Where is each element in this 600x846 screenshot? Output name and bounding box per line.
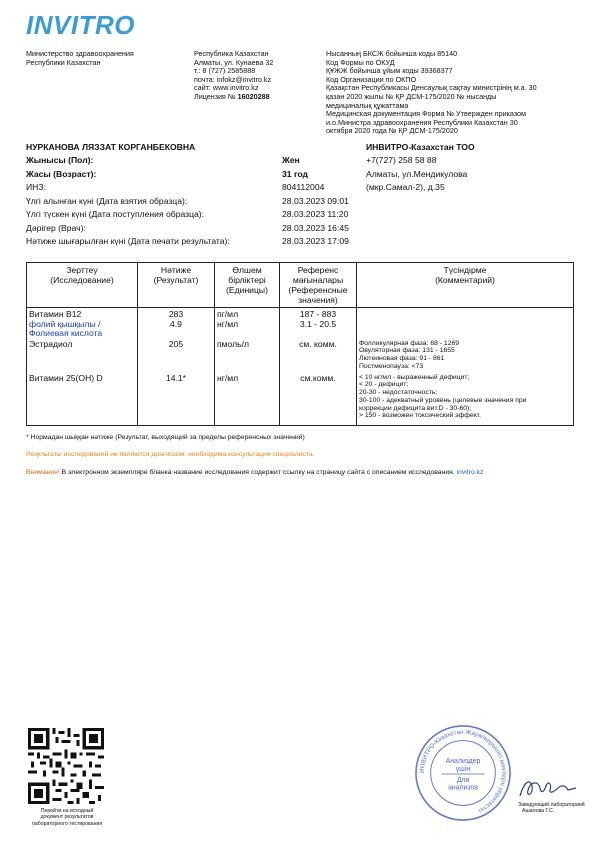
col-header-test: Зерттеу (Исследование) [27,263,138,308]
footnote: * Нормадан шыққан нәтиже (Результат, выходящий за пределы референсных значений) [26,434,305,441]
patient-field-print-date: Нәтиже шығарылған күні (Дата печати результата): 28.03.2023 17:09 [26,236,349,246]
signature-caption: Заведующий лабораторией Ашалова Г.С. [518,802,585,815]
patient-field-age: Жасы (Возраст): 31 год [26,169,309,179]
qr-code[interactable] [28,728,104,804]
signature [516,774,580,802]
col-header-result: Нәтиже (Результат) [138,263,215,308]
patient-field-sample-date: Үлгі алынған күні (Дата взятия образца): 28.03.2023 09:01 [26,196,349,206]
patient-field-receipt-date: Үлгі түскен күні (Дата поступления образца): 28.03.2023 11:20 [26,209,349,219]
invitro-link[interactable]: invitro.kz [456,469,484,476]
org-address-block: Республика Казахстан Алматы, ул. Кунаева 32 т.: 8 (727) 2585888 почта: infokz@invitro.kz сайт: www.invitro.kz Лицензия № 16020288 [194,50,314,102]
table-row: Витамин B12 283 пг/мл 187 - 883 [27,308,574,320]
svg-text:анализов: анализов [448,784,478,792]
invitro-logo: INVITRO [26,10,135,40]
attention-note: Внимание! В электронном экземпляре бланка название исследования содержит ссылку на страницу сайта с описанием исследования. invitro.kz [26,469,484,476]
estradiol-comment: Фолликулярная фаза: 68 - 1269 Овуляторная фаза: 131 - 1655 Лютеиновая фаза: 91 - 861 Постменопауза: <73 [357,340,574,374]
form-codes-block: Нысанның БКСЖ бойынша коды 85140 Код Формы по ОКУД ҚҰЖЖ бойынша ұйым коды 39368377 Код Организации по ОКПО Қазақстан Республикасы Денсаулық сақтау министрінің м.а. 30 қазан 2020 жылы № ҚР ДСМ-175/2020 № нысанды медициналық құжаттама Медицинская документация Форма № Утвержден приказом и.о.Министра здравоохранения Республики Казахстан 30 октября 2020 года № ҚР ДСМ-175/2020 [326,49,537,136]
svg-text:Для: Для [456,776,470,784]
table-row: Эстрадиол 205 пмоль/л см. комм. Фолликулярная фаза: 68 - 1269 Овуляторная фаза: 131 - 1655 Лютеиновая фаза: 91 - 861 Постменопауза: <73 [27,340,574,374]
patient-field-doctor: Дәрігер (Врач): 28.03.2023 16:45 [26,223,349,233]
patient-field-inz: ИНЗ: 804112004 [26,182,325,192]
table-header-row [27,263,574,308]
lab-info: ИНВИТРО-Казахстан ТОО +7(727) 258 58 88 Алматы, ул.Мендикулова (мкр.Самал-2), д.35 [366,142,475,193]
table-row: Витамин 25(OH) D 14.1* нг/мл см.комм. < 10 нг/мл - выраженный дефицит; < 20 - дефицит; 20-30 - недостаточность; 30-100 - адекватный уровень (целевые значения при коррекции дефицита вит.D - 30-60); > 150 - возможен токсический эффект. [27,374,574,426]
results-table [26,262,574,426]
svg-text:үшін: үшін [455,766,471,774]
license-line: Лицензия № 16020288 [194,91,270,101]
col-header-reference: Референс мағыналары (Референсные значения) [280,263,357,308]
col-header-comment: Түсіндірме (Комментарий) [357,263,574,308]
table-row: фолий қышқылы / Фолиевая кислота 4.9 нг/мл 3.1 - 20.5 [27,320,574,340]
patient-name: НУРКАНОВА ЛЯЗЗАТ КОРГАНБЕКОВНА [26,142,196,152]
disclaimer: Результаты исследований не являются диагнозом, необходима консультация специалиста. [26,451,315,458]
ministry-block: Министерство здравоохранения Республики Казахстан [26,49,134,67]
qr-caption: Перейти на исходный документ результатов лабораторного тестирования [31,808,103,827]
patient-field-sex: Жынысы (Пол): Жен [26,155,300,165]
lab-stamp [414,724,512,822]
vitamin-d-comment: < 10 нг/мл - выраженный дефицит; < 20 - дефицит; 20-30 - недостаточность; 30-100 - адекватный уровень (целевые значения при коррекции дефицита вит.D - 30-60); > 150 - возможен токсический эффект. [357,374,574,426]
svg-text:Анализдер: Анализдер [445,758,481,766]
svg-text:ИНВИТРО-Казахстан Жауапкершілі: ИНВИТРО-Казахстан Жауапкершілігі шектеулі серіктестігі [418,728,508,814]
col-header-units: Өлшем бірліктері (Единицы) [215,263,280,308]
